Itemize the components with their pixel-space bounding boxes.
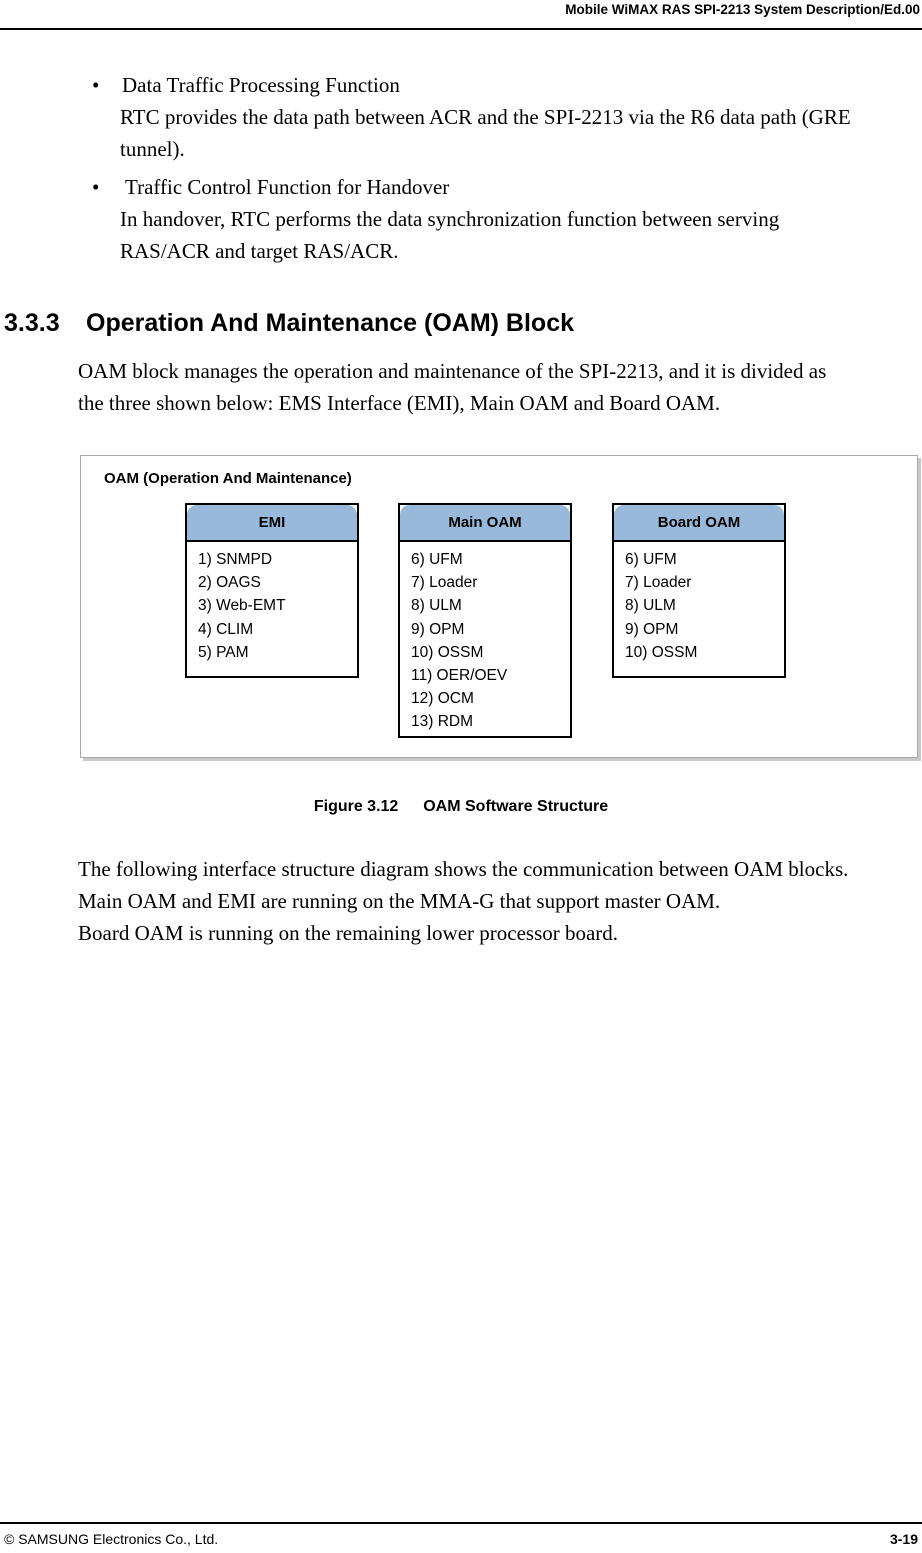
list-item: 13) RDM [411, 713, 474, 731]
text-line: the three shown below: EMS Interface (EMI), Main OAM and Board OAM. [78, 391, 721, 415]
list-item: 12) OCM [411, 690, 474, 708]
list-item: 3) Web-EMT [198, 597, 286, 615]
block-item-list [187, 542, 357, 664]
list-item: 8) ULM [625, 597, 676, 615]
list-item: 11) OER/OEV [411, 667, 508, 685]
bullet-heading-data-traffic: Data Traffic Processing Function [122, 73, 400, 97]
section-number: 3.3.3 [4, 309, 60, 337]
bullet-marker: • [92, 175, 100, 199]
list-item: 6) UFM [411, 551, 463, 568]
list-item: 1) SNMPD [198, 551, 273, 568]
block-title: EMI [187, 505, 357, 542]
list-item: 10) OSSM [625, 643, 698, 661]
list-item: 2) OAGS [198, 574, 261, 592]
text-line: RTC provides the data path between ACR and the SPI-2213 via the R6 data path (GRE [120, 105, 851, 129]
page-footer [0, 1522, 922, 1553]
bullet-body-traffic-control [120, 203, 779, 267]
copyright: © SAMSUNG Electronics Co., Ltd. [4, 1531, 219, 1547]
section-intro [78, 355, 826, 419]
figure-caption [0, 798, 922, 816]
list-item: 7) Loader [411, 574, 478, 592]
figure-caption-title: OAM Software Structure [423, 798, 609, 815]
list-item: 7) Loader [625, 574, 692, 592]
board-oam-block [612, 503, 786, 678]
document-title: Mobile WiMAX RAS SPI-2213 System Description/Ed.00 [565, 2, 920, 17]
figure-label: OAM (Operation And Maintenance) [104, 470, 352, 487]
text-line: tunnel). [120, 137, 185, 161]
text-line: In handover, RTC performs the data synchronization function between serving [120, 207, 780, 231]
list-item: 8) ULM [411, 597, 462, 615]
bullet-body-data-traffic [120, 101, 851, 165]
bullet-heading-traffic-control: Traffic Control Function for Handover [125, 175, 450, 199]
list-item: 9) OPM [411, 620, 465, 638]
closing-paragraph [78, 853, 848, 949]
block-item-list [614, 542, 784, 664]
text-line: OAM block manages the operation and maintenance of the SPI-2213, and it is divided as [78, 359, 827, 383]
list-item: 5) PAM [198, 643, 249, 661]
list-item: 9) OPM [625, 620, 679, 638]
section-title: Operation And Maintenance (OAM) Block [86, 309, 575, 337]
text-line: RAS/ACR and target RAS/ACR. [120, 239, 399, 263]
block-item-list [400, 542, 570, 734]
text-line: The following interface structure diagram shows the communication between OAM blocks. [78, 857, 849, 881]
block-title: Board OAM [614, 505, 784, 542]
main-oam-block [398, 503, 572, 738]
list-item: 6) UFM [625, 551, 677, 568]
list-item: 4) CLIM [198, 620, 254, 638]
figure-number: Figure 3.12 [313, 798, 399, 815]
bullet-marker: • [92, 73, 100, 97]
list-item: 10) OSSM [411, 643, 484, 661]
text-line: Board OAM is running on the remaining lower processor board. [78, 921, 619, 945]
page-number: 3-19 [889, 1531, 918, 1547]
text-line: Main OAM and EMI are running on the MMA-G that support master OAM. [78, 889, 721, 913]
emi-block [185, 503, 359, 678]
block-title: Main OAM [400, 505, 570, 542]
page-header [0, 0, 922, 30]
